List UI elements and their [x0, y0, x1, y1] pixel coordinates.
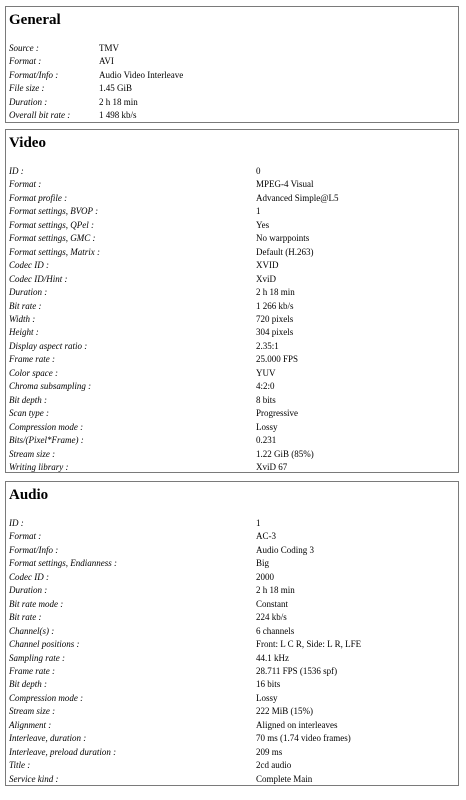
field-label: Format :: [9, 56, 42, 67]
general-row: [6, 96, 458, 109]
audio-row: [6, 557, 458, 570]
field-label: Bit rate :: [9, 300, 42, 311]
audio-row: [6, 544, 458, 557]
field-label: Title :: [9, 760, 31, 771]
field-value: 209 ms: [256, 746, 283, 757]
audio-row: [6, 732, 458, 745]
audio-row: [6, 571, 458, 584]
audio-row: [6, 598, 458, 611]
audio-heading: Audio: [9, 487, 49, 503]
field-label: Channel positions :: [9, 639, 80, 650]
field-value: 1: [256, 518, 261, 528]
field-value: 1.22 GiB (85%): [256, 448, 314, 459]
video-row: [6, 380, 458, 393]
video-row: [6, 340, 458, 353]
video-row: [6, 434, 458, 447]
video-row: [6, 407, 458, 420]
audio-row: [6, 530, 458, 543]
field-value: Front: L C R, Side: L R, LFE: [256, 639, 362, 650]
audio-table: [6, 517, 458, 786]
field-label: ID :: [9, 518, 24, 528]
audio-row: [6, 678, 458, 691]
field-value: Aligned on interleaves: [256, 719, 338, 730]
field-label: Format :: [9, 531, 42, 542]
field-value: Audio Coding 3: [256, 544, 315, 555]
field-value: XVID: [256, 260, 279, 271]
field-label: Source :: [9, 43, 39, 53]
field-value: Progressive: [256, 408, 298, 419]
general-row: [6, 69, 458, 82]
field-value: 44.1 kHz: [256, 652, 289, 663]
field-label: Duration :: [9, 585, 48, 596]
field-value: MPEG-4 Visual: [256, 179, 314, 190]
field-label: Frame rate :: [9, 354, 55, 365]
field-value: Yes: [256, 219, 270, 230]
field-value: 222 MiB (15%): [256, 706, 313, 717]
video-row: [6, 421, 458, 434]
field-label: Color space :: [9, 367, 58, 378]
field-label: Codec ID :: [9, 571, 49, 582]
field-value: Audio Video Interleave: [99, 69, 184, 80]
field-value: 2cd audio: [256, 760, 292, 771]
field-value: XviD 67: [256, 461, 288, 472]
video-row: [6, 394, 458, 407]
field-value: 28.711 FPS (1536 spf): [256, 665, 338, 676]
field-value: 1: [256, 206, 261, 217]
field-value: 0: [256, 166, 261, 176]
audio-row: [6, 719, 458, 732]
audio-row: [6, 638, 458, 651]
video-row: [6, 461, 458, 474]
field-value: Lossy: [256, 421, 278, 432]
general-row: [6, 109, 458, 122]
video-row: [6, 205, 458, 218]
video-heading: Video: [9, 135, 46, 151]
field-value: 2000: [256, 571, 274, 582]
video-row: [6, 313, 458, 326]
field-value: 1 498 kb/s: [99, 110, 137, 121]
video-row: [6, 367, 458, 380]
field-value: 0.231: [256, 435, 277, 446]
general-row: [6, 55, 458, 68]
field-value: Big: [256, 558, 270, 569]
video-row: [6, 353, 458, 366]
field-label: Bit rate :: [9, 612, 42, 623]
field-value: Advanced Simple@L5: [256, 192, 339, 203]
field-value: 2 h 18 min: [256, 287, 295, 298]
video-row: [6, 232, 458, 245]
video-row: [6, 192, 458, 205]
field-label: Bit depth :: [9, 394, 47, 405]
audio-row: [6, 611, 458, 624]
general-row: [6, 42, 458, 55]
video-row: [6, 165, 458, 178]
field-label: Service kind :: [9, 773, 59, 784]
field-value: Default (H.263): [256, 246, 314, 257]
field-value: 304 pixels: [256, 327, 294, 338]
field-value: YUV: [256, 367, 276, 378]
field-label: Format settings, QPel :: [9, 219, 94, 230]
field-label: Alignment :: [9, 719, 52, 730]
general-table: [6, 42, 458, 123]
field-value: 6 channels: [256, 625, 295, 636]
field-label: Format :: [9, 179, 42, 190]
audio-row: [6, 759, 458, 772]
field-value: 4:2:0: [256, 381, 275, 392]
field-label: Width :: [9, 313, 36, 324]
field-value: TMV: [99, 43, 119, 53]
audio-section: [5, 481, 459, 786]
general-row: [6, 82, 458, 95]
video-row: [6, 273, 458, 286]
field-label: Scan type :: [9, 408, 49, 419]
field-label: Format/Info :: [9, 69, 59, 80]
audio-row: [6, 652, 458, 665]
audio-row: [6, 692, 458, 705]
field-value: Constant: [256, 598, 289, 609]
field-label: Format profile :: [9, 192, 68, 203]
field-label: Bit depth :: [9, 679, 47, 690]
general-section: [5, 6, 459, 123]
field-label: Duration :: [9, 96, 48, 107]
field-label: Sampling rate :: [9, 652, 65, 663]
audio-row: [6, 746, 458, 759]
field-label: Duration :: [9, 287, 48, 298]
field-label: Compression mode :: [9, 692, 84, 703]
video-row: [6, 300, 458, 313]
video-row: [6, 448, 458, 461]
field-value: Complete Main: [256, 773, 313, 784]
field-value: AC-3: [256, 531, 276, 542]
video-section: [5, 129, 459, 473]
field-label: Overall bit rate :: [9, 110, 71, 121]
audio-row: [6, 517, 458, 530]
field-value: 8 bits: [256, 394, 276, 405]
audio-row: [6, 773, 458, 786]
field-label: Codec ID :: [9, 260, 49, 271]
field-value: 16 bits: [256, 679, 281, 690]
field-value: 2.35:1: [256, 340, 279, 351]
video-row: [6, 246, 458, 259]
field-label: Bits/(Pixel*Frame) :: [9, 435, 84, 446]
field-label: Format settings, GMC :: [9, 233, 96, 244]
field-value: 25.000 FPS: [256, 354, 299, 365]
field-label: File size :: [9, 83, 45, 94]
field-value: AVI: [99, 56, 114, 67]
field-label: Format/Info :: [9, 544, 59, 555]
audio-row: [6, 665, 458, 678]
audio-row: [6, 584, 458, 597]
field-label: Writing library :: [9, 461, 69, 472]
audio-row: [6, 705, 458, 718]
general-heading: General: [9, 12, 61, 28]
field-label: Stream size :: [9, 448, 56, 459]
field-label: Channel(s) :: [9, 625, 55, 636]
field-label: Format settings, Matrix :: [9, 246, 100, 257]
field-label: Bit rate mode :: [9, 598, 64, 609]
field-value: 720 pixels: [256, 313, 294, 324]
field-label: ID :: [9, 166, 24, 176]
field-label: Chroma subsampling :: [9, 381, 92, 392]
field-label: Interleave, duration :: [9, 733, 87, 744]
field-label: Display aspect ratio :: [9, 340, 88, 351]
video-row: [6, 286, 458, 299]
field-value: No warppoints: [256, 233, 310, 244]
field-label: Compression mode :: [9, 421, 84, 432]
field-label: Format settings, BVOP :: [9, 206, 99, 217]
field-label: Interleave, preload duration :: [9, 746, 117, 757]
field-value: Lossy: [256, 692, 278, 703]
field-value: 1 266 kb/s: [256, 300, 294, 311]
audio-row: [6, 625, 458, 638]
field-label: Stream size :: [9, 706, 56, 717]
field-value: XviD: [256, 273, 276, 284]
video-row: [6, 259, 458, 272]
field-label: Frame rate :: [9, 665, 55, 676]
video-row: [6, 326, 458, 339]
field-label: Codec ID/Hint :: [9, 273, 68, 284]
field-value: 224 kb/s: [256, 612, 287, 623]
video-row: [6, 178, 458, 191]
video-table: [6, 165, 458, 474]
video-row: [6, 219, 458, 232]
field-value: 1.45 GiB: [99, 83, 133, 94]
field-label: Height :: [9, 327, 39, 338]
field-value: 2 h 18 min: [256, 585, 295, 596]
field-value: 2 h 18 min: [99, 96, 138, 107]
field-label: Format settings, Endianness :: [9, 558, 117, 569]
field-value: 70 ms (1.74 video frames): [256, 733, 351, 744]
